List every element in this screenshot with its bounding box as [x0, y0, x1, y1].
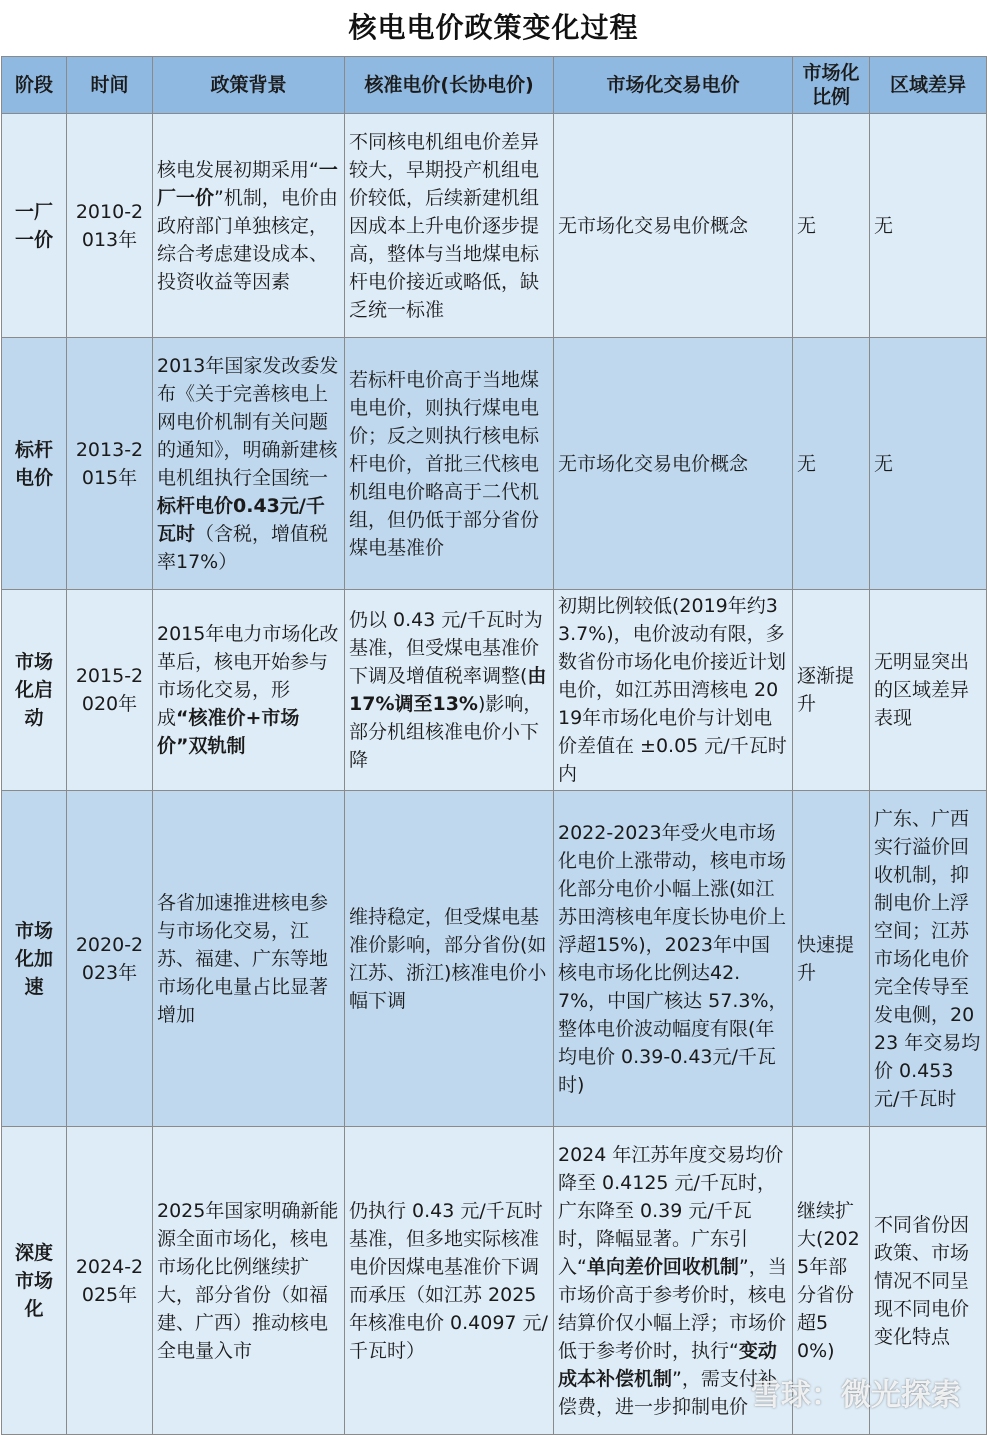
- background-cell: [153, 590, 345, 791]
- regional-cell: 广东、广西实行溢价回收机制，抑制电价上浮空间；江苏市场化电价完全传导至发电侧，2023 年交易均价 0.453 元/千瓦时: [870, 791, 987, 1127]
- header-approved-price: 核准电价(长协电价): [345, 57, 554, 114]
- background-cell: 2025年国家明确新能源全面市场化，核电市场化比例继续扩大，部分省份（如福建、广西）推动核电全电量入市: [153, 1127, 345, 1435]
- background-emphasis: 一厂一价: [157, 158, 338, 209]
- market-ratio-cell: 继续扩大(2025年部分省份超50%): [793, 1127, 870, 1435]
- stage-cell: 市场化启动: [2, 590, 67, 791]
- header-market-ratio: 市场化比例: [793, 57, 870, 114]
- background-text: （含税，增值税率17%）: [157, 522, 329, 573]
- market-price-cell: 2022-2023年受火电市场化电价上涨带动，核电市场化部分电价小幅上涨(如江苏田湾核电年度长协电价上浮超15%)，2023年中国核电市场化比例达42.7%，中国广核达 57.3%，整体电价波动幅度有限(年均电价 0.39-0.43元/千瓦时): [554, 791, 793, 1127]
- market-ratio-cell: 无: [793, 114, 870, 338]
- header-background: 政策背景: [153, 57, 345, 114]
- background-cell: [153, 114, 345, 338]
- market-price-emphasis: 变动成本补偿机制: [558, 1339, 777, 1390]
- market-price-text: ”，当市场价高于参考价时，核电结算价仅小幅上浮；市场价低于参考价时，执行“: [558, 1255, 787, 1362]
- page-title: 核电电价政策变化过程: [348, 11, 639, 44]
- regional-cell: 无: [870, 114, 987, 338]
- header-period: 时间: [67, 57, 153, 114]
- approved-price-text: 仍以 0.43 元/千瓦时为基准，但受煤电基准价下调及增值税率调整(: [349, 609, 543, 687]
- period-cell: 2020-2023年: [67, 791, 153, 1127]
- market-price-text: 2024 年江苏年度交易均价降至 0.4125 元/千瓦时，广东降至 0.39 元/千瓦时，降幅显著。广东引入“: [558, 1143, 784, 1278]
- header-stage: 阶段: [2, 57, 67, 114]
- approved-price-cell: 不同核电机组电价差异较大，早期投产机组电价较低，后续新建机组因成本上升电价逐步提高，整体与当地煤电标杆电价接近或略低，缺乏统一标准: [345, 114, 554, 338]
- stage-cell: 标杆电价: [2, 338, 67, 590]
- policy-table: [1, 56, 987, 1435]
- market-price-cell: 初期比例较低(2019年约33.7%)，电价波动有限，多数省份市场化电价接近计划电价，如江苏田湾核电 2019年市场化电价与计划电价差值在 ±0.05 元/千瓦时内: [554, 590, 793, 791]
- regional-cell: 无明显突出的区域差异表现: [870, 590, 987, 791]
- approved-price-emphasis: 由17%调至13%: [349, 665, 547, 715]
- market-ratio-cell: 逐渐提升: [793, 590, 870, 791]
- approved-price-cell: 若标杆电价高于当地煤电电价，则执行煤电电价；反之则执行核电标杆电价，首批三代核电机组电价略高于二代机组，但仍低于部分省份煤电基准价: [345, 338, 554, 590]
- background-text: 2013年国家发改委发布《关于完善核电上网电价机制有关问题的通知》，明确新建核电机组执行全国统一: [157, 354, 339, 489]
- regional-cell: 无: [870, 338, 987, 590]
- stage-cell: 深度市场化: [2, 1127, 67, 1435]
- watermark: 雪球：微光探索: [751, 1378, 961, 1413]
- background-cell: 各省加速推进核电参与市场化交易，江苏、福建、广东等地市场化电量占比显著增加: [153, 791, 345, 1127]
- table-row: [2, 791, 987, 1127]
- background-text: 2015年电力市场化改革后，核电开始参与市场化交易，形成: [157, 623, 339, 729]
- background-cell: [153, 338, 345, 590]
- background-text: ”机制，电价由政府部门单独核定，综合考虑建设成本、投资收益等因素: [157, 186, 338, 293]
- market-ratio-cell: 无: [793, 338, 870, 590]
- period-cell: 2015-2020年: [67, 590, 153, 791]
- market-price-emphasis: 单向差价回收机制: [586, 1255, 739, 1278]
- approved-price-cell: [345, 590, 554, 791]
- market-price-text: ”，需支付补偿费，进一步抑制电价: [558, 1367, 777, 1418]
- market-ratio-cell: 快速提升: [793, 791, 870, 1127]
- stage-cell: 市场化加速: [2, 791, 67, 1127]
- table-header-row: [2, 57, 987, 114]
- table-row: [2, 590, 987, 791]
- background-text: 核电发展初期采用“: [157, 158, 319, 181]
- period-cell: 2010-2013年: [67, 114, 153, 338]
- table-row: [2, 114, 987, 338]
- background-emphasis: 标杆电价0.43元/千瓦时: [157, 494, 325, 545]
- approved-price-cell: 仍执行 0.43 元/千瓦时基准，但多地实际核准电价因煤电基准价下调而承压（如江苏 2025 年核准电价 0.4097 元/千瓦时）: [345, 1127, 554, 1435]
- table-row: [2, 338, 987, 590]
- header-regional: 区域差异: [870, 57, 987, 114]
- market-price-cell: 无市场化交易电价概念: [554, 338, 793, 590]
- stage-cell: 一厂一价: [2, 114, 67, 338]
- period-cell: 2013-2015年: [67, 338, 153, 590]
- period-cell: 2024-2025年: [67, 1127, 153, 1435]
- regional-cell: 不同省份因政策、市场情况不同呈现不同电价变化特点: [870, 1127, 987, 1435]
- approved-price-text: )影响，部分机组核准电价小下降: [349, 693, 543, 771]
- approved-price-cell: 维持稳定，但受煤电基准价影响，部分省份(如江苏、浙江)核准电价小幅下调: [345, 791, 554, 1127]
- market-price-cell: 无市场化交易电价概念: [554, 114, 793, 338]
- header-market-price: 市场化交易电价: [554, 57, 793, 114]
- background-emphasis: “核准价+市场价”双轨制: [157, 707, 300, 757]
